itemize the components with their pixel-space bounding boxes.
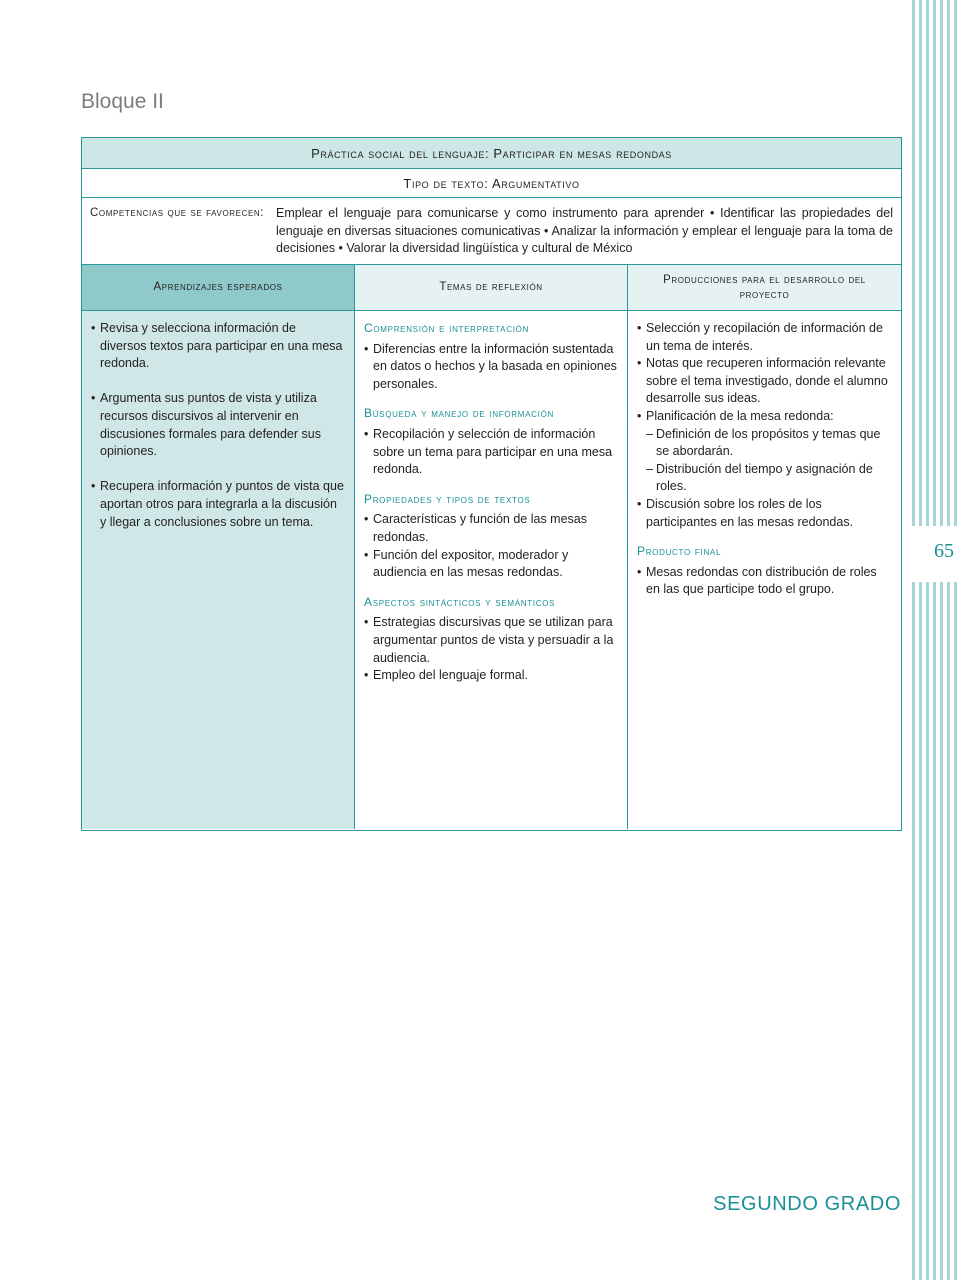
list-item: • Discusión sobre los roles de los participantes en las mesas redondas.: [637, 496, 892, 531]
competencies-row: [82, 198, 901, 265]
topic-heading: Aspectos sintácticos y semánticos: [364, 594, 556, 609]
block-title: Bloque II: [81, 90, 164, 113]
topic-section: [364, 405, 618, 478]
learnings-column: [82, 311, 355, 829]
topic-heading: Propiedades y tipos de textos: [364, 491, 531, 506]
practice-row: [82, 138, 901, 169]
competencies-text: Emplear el lenguaje para comunicarse y como instrumento para aprender • Identificar las propiedades del lenguaje en diversas situaciones comunicativas • Analizar la información y emplear el lenguaje para la toma de decisiones • Valorar la diversidad lingüística y cultural de México: [276, 206, 893, 255]
list-item: • Revisa y selecciona información de diversos textos para participar en una mesa redonda.: [91, 320, 345, 373]
header-productions-text: Producciones para el desarrollo del proyecto: [663, 273, 866, 301]
list-item: • Recupera información y puntos de vista que aportan otros para integrarla a la discusión y llegar a conclusiones sobre un tema.: [91, 478, 345, 531]
topic-list: [364, 511, 618, 581]
list-item: • Características y función de las mesas redondas.: [364, 511, 618, 546]
header-productions: [628, 265, 901, 310]
topic-heading: Comprensión e interpretación: [364, 321, 530, 335]
topics-column: [355, 311, 628, 829]
learnings-list: [91, 320, 345, 531]
sub-list-item: – Definición de los propósitos y temas que se abordarán.: [637, 426, 892, 461]
topic-list: [364, 341, 618, 394]
text-type-row: [82, 169, 901, 198]
final-product-list: [637, 564, 892, 599]
text-type: Tipo de texto: Argumentativo: [403, 175, 580, 191]
final-product-section: [637, 543, 892, 599]
stripe: [947, 0, 950, 1280]
column-headers-row: [82, 265, 901, 311]
topic-section: [364, 491, 618, 582]
stripe: [933, 0, 936, 1280]
list-item: • Argumenta sus puntos de vista y utiliza recursos discursivos al intervenir en discusiones formales para defender sus opiniones.: [91, 390, 345, 460]
list-item: • Planificación de la mesa redonda:: [637, 408, 892, 426]
topic-list: [364, 426, 618, 479]
topic-heading: Búsqueda y manejo de información: [364, 406, 554, 421]
list-item: • Empleo del lenguaje formal.: [364, 667, 618, 685]
stripe: [954, 0, 957, 1280]
list-item: • Mesas redondas con distribución de roles en las que participe todo el grupo.: [637, 564, 892, 599]
list-item: • Notas que recuperen información relevante sobre el tema investigado, donde el alumno desarrolle sus ideas.: [637, 355, 892, 408]
productions-column: [628, 311, 901, 829]
list-item: • Función del expositor, moderador y audiencia en las mesas redondas.: [364, 547, 618, 582]
topic-list: [364, 614, 618, 684]
practice-title: Práctica social del lenguaje: Participar en mesas redondas: [311, 145, 672, 161]
productions-list: [637, 320, 892, 531]
planning-table: [81, 137, 902, 831]
list-item: • Recopilación y selección de información sobre un tema para participar en una mesa redonda.: [364, 426, 618, 479]
list-item: • Selección y recopilación de información de un tema de interés.: [637, 320, 892, 355]
header-topics: Temas de reflexión: [355, 265, 628, 310]
list-item: • Estrategias discursivas que se utilizan para argumentar puntos de vista y persuadir a la audiencia.: [364, 614, 618, 667]
stripe: [919, 0, 922, 1280]
final-product-heading: Producto final: [637, 544, 722, 559]
competencies-label: Competencias que se favorecen:: [90, 207, 265, 219]
topic-section: [364, 594, 618, 685]
stripe: [926, 0, 929, 1280]
sub-list-item: – Distribución del tiempo y asignación de roles.: [637, 461, 892, 496]
list-item: • Diferencias entre la información sustentada en datos o hechos y la basada en opiniones personales.: [364, 341, 618, 394]
topic-section: [364, 320, 618, 393]
grade-label: SEGUNDO GRADO: [713, 1193, 901, 1215]
page-number: 65: [934, 540, 954, 562]
decorative-stripes: [912, 0, 960, 1280]
stripe: [940, 0, 943, 1280]
header-learnings: Aprendizajes esperados: [82, 265, 355, 310]
content-row: [82, 310, 901, 829]
stripe: [912, 0, 915, 1280]
